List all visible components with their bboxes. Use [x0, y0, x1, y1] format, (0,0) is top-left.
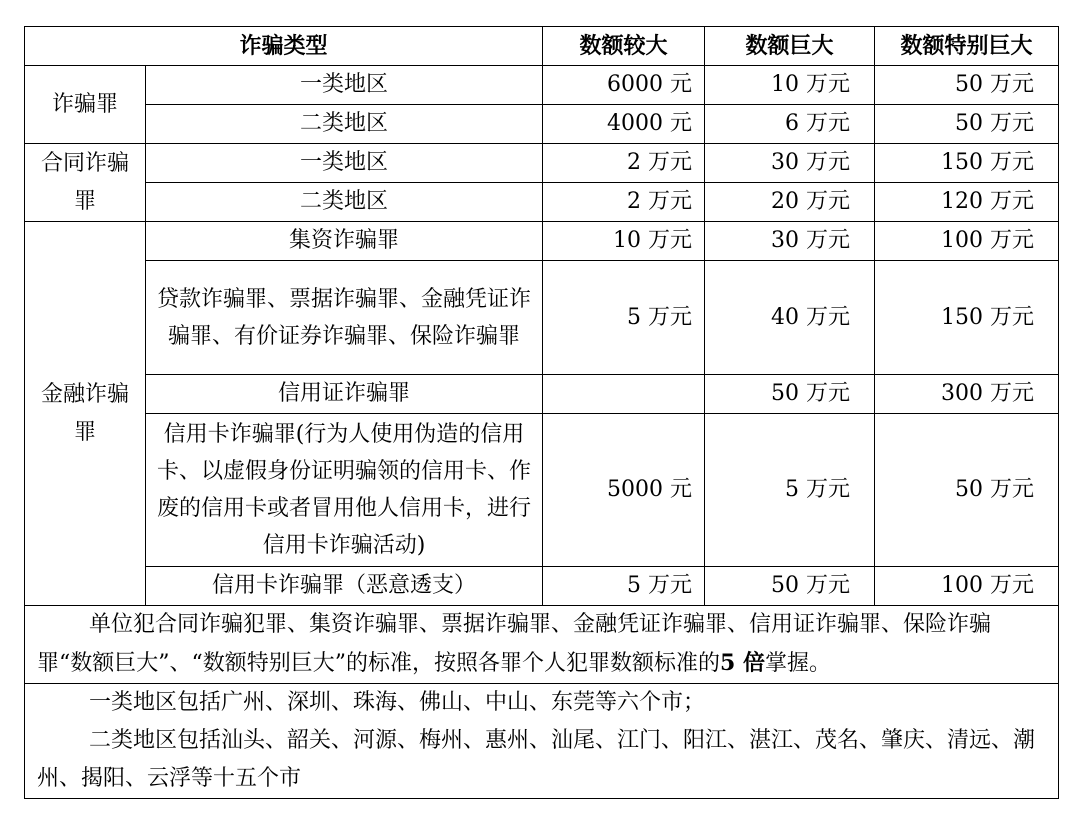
subcategory-cell: 二类地区 [146, 105, 543, 144]
extra-huge-amount-cell: 150 万元 [875, 144, 1059, 183]
category-financial-fraud: 金融诈骗罪 [25, 222, 146, 606]
huge-amount-cell: 5 万元 [705, 414, 875, 567]
table-row [25, 567, 1059, 606]
subcategory-cell: 信用卡诈骗罪(行为人使用伪造的信用卡、以虚假身份证明骗领的信用卡、作废的信用卡或者冒用他人信用卡，进行信用卡诈骗活动) [146, 414, 543, 567]
large-amount-cell: 6000 元 [543, 66, 705, 105]
subcategory-cell: 信用卡诈骗罪（恶意透支） [146, 567, 543, 606]
category-contract-fraud: 合同诈骗罪 [25, 144, 146, 222]
huge-amount-cell: 30 万元 [705, 222, 875, 261]
extra-huge-amount-cell: 100 万元 [875, 222, 1059, 261]
table-row [25, 144, 1059, 183]
table-row [25, 66, 1059, 105]
extra-huge-amount-cell: 100 万元 [875, 567, 1059, 606]
huge-amount-cell: 50 万元 [705, 567, 875, 606]
unit-crime-note [25, 606, 1059, 684]
huge-amount-cell: 6 万元 [705, 105, 875, 144]
extra-huge-amount-cell: 50 万元 [875, 105, 1059, 144]
extra-huge-amount-cell: 150 万元 [875, 261, 1059, 375]
note-text-before: 单位犯合同诈骗犯罪、集资诈骗罪、票据诈骗罪、金融凭证诈骗罪、信用证诈骗罪、保险诈骗罪“数额巨大”、“数额特别巨大”的标准，按照各罪个人犯罪数额标准的 [37, 612, 992, 676]
region-definitions [25, 684, 1059, 799]
huge-amount-cell: 50 万元 [705, 375, 875, 414]
table-row [25, 183, 1059, 222]
table-header-row [25, 27, 1059, 66]
subcategory-cell: 集资诈骗罪 [146, 222, 543, 261]
large-amount-cell: 5 万元 [543, 567, 705, 606]
subcategory-cell: 贷款诈骗罪、票据诈骗罪、金融凭证诈骗罪、有价证券诈骗罪、保险诈骗罪 [146, 261, 543, 375]
category-fraud: 诈骗罪 [25, 66, 146, 144]
note-bold-multiplier: 5 倍 [720, 650, 765, 676]
table-row [25, 261, 1059, 375]
huge-amount-cell: 40 万元 [705, 261, 875, 375]
header-extra-huge-amount: 数额特别巨大 [875, 27, 1059, 66]
subcategory-cell: 二类地区 [146, 183, 543, 222]
large-amount-cell: 5 万元 [543, 261, 705, 375]
tier1-region-text: 一类地区包括广州、深圳、珠海、佛山、中山、东莞等六个市； [89, 690, 706, 715]
table-row [25, 414, 1059, 567]
table-row [25, 222, 1059, 261]
extra-huge-amount-cell: 300 万元 [875, 375, 1059, 414]
note-text-after: 掌握。 [764, 651, 831, 676]
huge-amount-cell: 10 万元 [705, 66, 875, 105]
large-amount-cell: 2 万元 [543, 183, 705, 222]
table-row-regions [25, 684, 1059, 799]
large-amount-cell: 2 万元 [543, 144, 705, 183]
document [24, 26, 1059, 799]
subcategory-cell: 一类地区 [146, 66, 543, 105]
huge-amount-cell: 20 万元 [705, 183, 875, 222]
table-row-note [25, 606, 1059, 684]
extra-huge-amount-cell: 50 万元 [875, 414, 1059, 567]
header-fraud-type: 诈骗类型 [25, 27, 543, 66]
subcategory-cell: 一类地区 [146, 144, 543, 183]
fraud-threshold-table [24, 26, 1059, 799]
extra-huge-amount-cell: 120 万元 [875, 183, 1059, 222]
header-large-amount: 数额较大 [543, 27, 705, 66]
large-amount-cell [543, 375, 705, 414]
tier2-region-text: 二类地区包括汕头、韶关、河源、梅州、惠州、汕尾、江门、阳江、湛江、茂名、肇庆、清远、潮州、揭阳、云浮等十五个市 [37, 728, 1036, 791]
header-huge-amount: 数额巨大 [705, 27, 875, 66]
subcategory-cell: 信用证诈骗罪 [146, 375, 543, 414]
large-amount-cell: 5000 元 [543, 414, 705, 567]
large-amount-cell: 4000 元 [543, 105, 705, 144]
huge-amount-cell: 30 万元 [705, 144, 875, 183]
large-amount-cell: 10 万元 [543, 222, 705, 261]
table-row [25, 375, 1059, 414]
table-row [25, 105, 1059, 144]
extra-huge-amount-cell: 50 万元 [875, 66, 1059, 105]
